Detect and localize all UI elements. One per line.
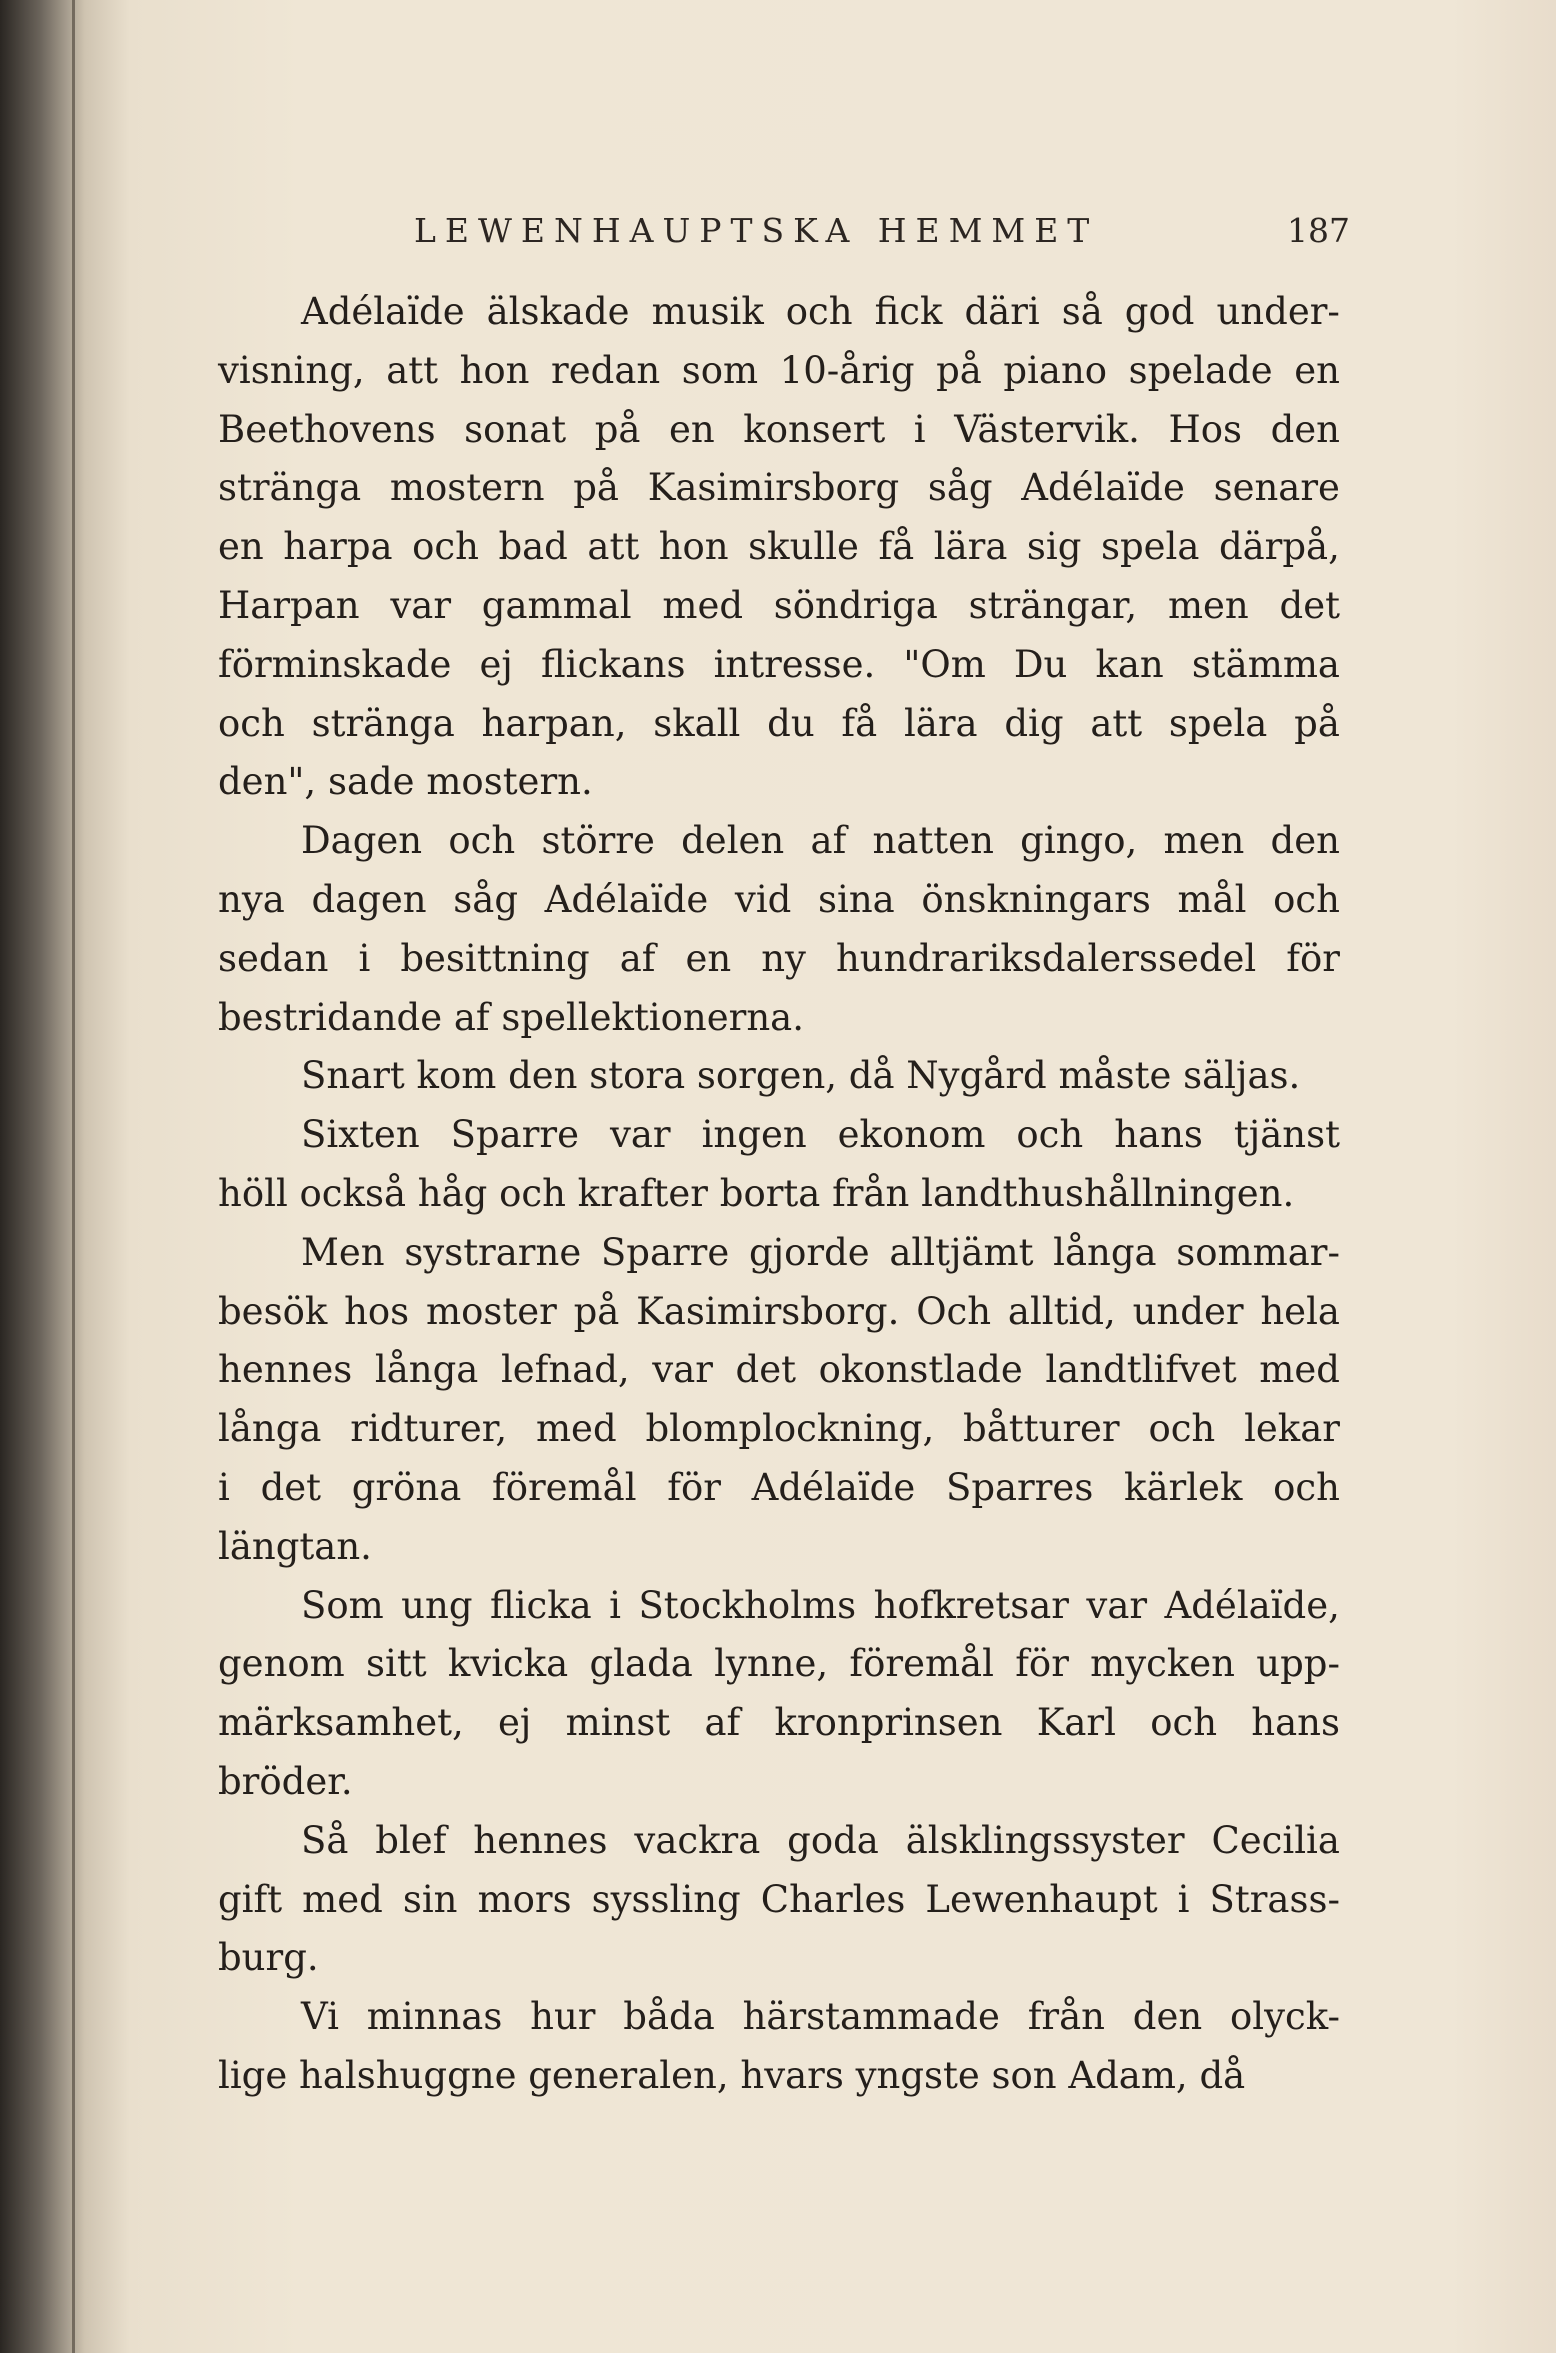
word: skall <box>653 701 741 745</box>
text-line-content: bestridande af spellektionerna. <box>218 995 804 1039</box>
word: stränga <box>218 466 362 510</box>
word: Lewenhaupt <box>925 1877 1158 1921</box>
word: konsert <box>743 407 886 451</box>
word: Dagen <box>301 819 423 863</box>
word: harpan, <box>481 701 627 745</box>
word: under- <box>1216 290 1340 333</box>
word: få <box>841 701 878 745</box>
word: moster <box>425 1289 557 1333</box>
word: god <box>1124 290 1195 333</box>
word: kvicka <box>447 1642 569 1686</box>
word: Charles <box>760 1877 906 1921</box>
word: föremål <box>849 1642 994 1686</box>
word: tjänst <box>1233 1113 1340 1157</box>
word: lefnad, <box>500 1348 630 1392</box>
word: och <box>1148 1407 1216 1451</box>
word: därpå, <box>1218 525 1340 569</box>
word: spela <box>1168 701 1268 745</box>
word: Hos <box>1168 407 1243 451</box>
word: önskningars <box>921 877 1151 921</box>
word: älsklingssyster <box>905 1818 1185 1862</box>
word: Som <box>301 1583 384 1627</box>
word: mål <box>1177 877 1247 921</box>
word: ekonom <box>837 1113 986 1157</box>
word: dagen <box>311 877 427 921</box>
text-line <box>218 753 1340 812</box>
word: under <box>1132 1289 1244 1333</box>
text-line <box>218 577 1340 636</box>
word: Och <box>916 1289 992 1333</box>
text-line <box>218 459 1340 518</box>
word: dig <box>1004 701 1064 745</box>
text-line <box>218 1106 1340 1165</box>
text-line <box>218 1871 1340 1930</box>
text-line <box>218 1988 1340 2047</box>
word: och <box>1016 1113 1084 1157</box>
word: Adélaïde <box>751 1465 916 1509</box>
word: men <box>1167 583 1249 627</box>
word: hos <box>344 1289 410 1333</box>
word: sommar- <box>1176 1230 1340 1274</box>
text-line <box>218 1283 1340 1342</box>
word: landtlifvet <box>1045 1348 1237 1392</box>
text-line <box>218 1694 1340 1753</box>
word: i <box>1177 1877 1190 1921</box>
text-line-content: bröder. <box>218 1759 353 1803</box>
word: från <box>1027 1995 1105 2039</box>
text-line-content: burg. <box>218 1936 319 1980</box>
word: okonstlade <box>818 1348 1023 1392</box>
word: härstammade <box>742 1995 1000 2039</box>
word: Strass- <box>1209 1877 1340 1921</box>
word: mostern <box>389 466 545 510</box>
word: sig <box>1026 525 1082 569</box>
word: hur <box>530 1995 596 2039</box>
text-line <box>218 401 1340 460</box>
book-spine-shadow <box>72 0 75 2353</box>
word: med <box>535 1407 617 1451</box>
word: på <box>936 348 982 392</box>
word: alltid, <box>1007 1289 1116 1333</box>
word: ny <box>761 936 806 980</box>
word: kärlek <box>1124 1465 1243 1509</box>
word: af <box>810 819 847 863</box>
word: bad <box>498 525 568 569</box>
body-text <box>218 283 1340 2106</box>
word: gingo, <box>1020 819 1138 863</box>
word: var <box>390 583 452 627</box>
word: ung <box>401 1583 473 1627</box>
word: kronprinsen <box>774 1701 1003 1745</box>
word: för <box>1015 1642 1069 1686</box>
word: Adélaïde <box>1021 466 1185 510</box>
text-line <box>218 1165 1340 1224</box>
word: i <box>913 407 926 451</box>
word: ej <box>498 1701 532 1745</box>
word: och <box>1273 877 1340 921</box>
text-line-content: lige halshuggne generalen, hvars yngste son Adam, då <box>218 2053 1246 2097</box>
word: det <box>735 1348 796 1392</box>
word: mycken <box>1090 1642 1236 1686</box>
running-head: LEWENHAUPTSKA HEMMET <box>414 211 1099 250</box>
word: stränga <box>311 701 455 745</box>
word: flickans <box>540 642 686 686</box>
text-line <box>218 636 1340 695</box>
word: det <box>260 1465 322 1509</box>
text-line-content: höll också håg och krafter borta från landthushållningen. <box>218 1171 1295 1215</box>
word: skulle <box>748 525 859 569</box>
text-line <box>218 871 1340 930</box>
word: kan <box>1095 642 1164 686</box>
word: båda <box>623 1995 715 2039</box>
word: fick <box>874 290 943 333</box>
word: Du <box>1013 642 1068 686</box>
word: redan <box>551 348 661 392</box>
word: vid <box>734 877 792 921</box>
word: ridturer, <box>350 1407 508 1451</box>
word: natten <box>872 819 994 863</box>
text-line <box>218 1812 1340 1871</box>
word: Kasimirsborg. <box>636 1289 900 1333</box>
word: var <box>1086 1583 1148 1627</box>
word: märksamhet, <box>218 1701 464 1745</box>
word: af <box>619 936 656 980</box>
word: Cecilia <box>1211 1818 1340 1862</box>
text-line <box>218 1459 1340 1518</box>
text-line <box>218 695 1340 754</box>
word: nya <box>218 877 285 921</box>
word: såg <box>927 466 993 510</box>
word: lekar <box>1244 1407 1340 1451</box>
text-line <box>218 1400 1340 1459</box>
word: Sparre <box>600 1230 730 1274</box>
word: Adélaïde <box>544 877 709 921</box>
word: en <box>218 525 264 569</box>
word: minst <box>565 1701 671 1745</box>
word: glada <box>589 1642 693 1686</box>
word: hennes <box>218 1348 353 1392</box>
word: ej <box>479 642 513 686</box>
word: och <box>1273 1465 1340 1509</box>
word: strängar, <box>968 583 1138 627</box>
word: långa <box>218 1407 322 1451</box>
word: harpa <box>283 525 393 569</box>
word: flicka <box>489 1583 592 1627</box>
word: gammal <box>481 583 632 627</box>
word: Adélaïde <box>301 290 465 333</box>
word: och <box>785 290 853 333</box>
word: förminskade <box>218 642 452 686</box>
word: lära <box>903 701 978 745</box>
word: var <box>609 1113 671 1157</box>
word: hon <box>459 348 530 392</box>
word: en <box>685 936 732 980</box>
word: sina <box>818 877 895 921</box>
word: Vi <box>301 1995 339 2039</box>
word: Sparres <box>945 1465 1094 1509</box>
word: upp- <box>1256 1642 1340 1686</box>
word: mors <box>477 1877 572 1921</box>
word: som <box>681 348 759 392</box>
word: långa <box>1053 1230 1157 1274</box>
word: i <box>218 1465 230 1509</box>
word: med <box>662 583 744 627</box>
text-line <box>218 930 1340 989</box>
word: blomplockning, <box>645 1407 935 1451</box>
word: besittning <box>400 936 590 980</box>
page-number: 187 <box>1287 211 1350 250</box>
word: att <box>386 348 439 392</box>
word: däri <box>964 290 1040 333</box>
text-line-content: längtan. <box>218 1524 372 1568</box>
word: söndriga <box>773 583 938 627</box>
word: älskade <box>486 290 630 333</box>
word: visning, <box>218 348 365 392</box>
word: delen <box>681 819 785 863</box>
word: en <box>669 407 715 451</box>
word: hans <box>1114 1113 1203 1157</box>
text-line <box>218 518 1340 577</box>
word: få <box>878 525 915 569</box>
word: och <box>448 819 516 863</box>
word: hon <box>658 525 729 569</box>
word: såg <box>453 877 518 921</box>
word: sin <box>402 1877 458 1921</box>
word: på <box>594 407 641 451</box>
word: gröna <box>351 1465 462 1509</box>
word: Beethovens <box>218 407 436 451</box>
text-line <box>218 283 1340 342</box>
word: med <box>302 1877 383 1921</box>
page-header <box>0 211 1556 261</box>
text-line <box>218 1518 1340 1577</box>
text-line <box>218 1577 1340 1636</box>
word: större <box>541 819 655 863</box>
word: Sixten <box>301 1113 420 1157</box>
text-line <box>218 1341 1340 1400</box>
word: senare <box>1213 466 1340 510</box>
word: Så <box>301 1818 349 1862</box>
word: gift <box>218 1877 283 1921</box>
word: hofkretsar <box>873 1583 1069 1627</box>
word: stämma <box>1191 642 1340 686</box>
word: piano <box>1003 348 1108 392</box>
word: blef <box>375 1818 447 1862</box>
word: intresse. <box>713 642 876 686</box>
word: lära <box>933 525 1008 569</box>
word: en <box>1294 348 1340 392</box>
text-line <box>218 1224 1340 1283</box>
word: hundrariksdalerssedel <box>835 936 1257 980</box>
word: men <box>1163 819 1245 863</box>
word: båtturer <box>963 1407 1120 1451</box>
word: gjorde <box>748 1230 870 1274</box>
word: spela <box>1100 525 1200 569</box>
word: hennes <box>473 1818 608 1862</box>
word: musik <box>651 290 764 333</box>
word: lynne, <box>714 1642 829 1686</box>
text-line <box>218 1929 1340 1988</box>
word: på <box>573 1289 620 1333</box>
word: den <box>1270 407 1340 451</box>
word: 10-årig <box>779 348 915 392</box>
word: att <box>1090 701 1143 745</box>
word: olyck- <box>1229 1995 1340 2039</box>
word: spelade <box>1128 348 1273 392</box>
text-line <box>218 342 1340 401</box>
word: det <box>1279 583 1340 627</box>
word: hela <box>1260 1289 1340 1333</box>
word: och <box>1150 1701 1218 1745</box>
word: så <box>1061 290 1103 333</box>
word: Västervik. <box>954 407 1140 451</box>
word: för <box>1286 936 1340 980</box>
text-line-content: Snart kom den stora sorgen, då Nygård måste säljas. <box>301 1054 1301 1098</box>
word: föremål <box>492 1465 637 1509</box>
word: af <box>704 1701 741 1745</box>
text-line <box>218 1753 1340 1812</box>
word: systrarne <box>404 1230 582 1274</box>
text-line-content: den", sade mostern. <box>218 760 593 804</box>
word: Sparre <box>450 1113 579 1157</box>
word: sonat <box>464 407 567 451</box>
text-line <box>218 812 1340 871</box>
word: Kasimirsborg <box>647 466 900 510</box>
word: "Om <box>903 642 986 686</box>
word: och <box>412 525 479 569</box>
word: du <box>767 701 815 745</box>
word: Harpan <box>218 583 360 627</box>
word: Adélaïde, <box>1164 1583 1340 1627</box>
text-line <box>218 1047 1340 1106</box>
word: hans <box>1251 1701 1340 1745</box>
word: med <box>1259 1348 1340 1392</box>
word: den <box>1132 1995 1203 2039</box>
word: Men <box>301 1230 385 1274</box>
word: sitt <box>366 1642 427 1686</box>
word: ingen <box>701 1113 807 1157</box>
word: sedan <box>218 936 329 980</box>
word: var <box>652 1348 713 1392</box>
word: Karl <box>1036 1701 1116 1745</box>
word: långa <box>374 1348 479 1392</box>
text-line <box>218 989 1340 1048</box>
word: att <box>587 525 640 569</box>
word: den <box>1270 819 1340 863</box>
word: syssling <box>591 1877 741 1921</box>
word: på <box>573 466 619 510</box>
word: vackra <box>634 1818 761 1862</box>
word: genom <box>218 1642 345 1686</box>
word: minnas <box>366 1995 503 2039</box>
word: i <box>358 936 371 980</box>
word: besök <box>218 1289 328 1333</box>
word: i <box>609 1583 621 1627</box>
word: alltjämt <box>889 1230 1034 1274</box>
word: för <box>667 1465 721 1509</box>
text-line <box>218 1635 1340 1694</box>
text-line <box>218 2047 1340 2106</box>
word: på <box>1294 701 1340 745</box>
word: Stockholms <box>638 1583 857 1627</box>
word: och <box>218 701 285 745</box>
word: goda <box>787 1818 879 1862</box>
